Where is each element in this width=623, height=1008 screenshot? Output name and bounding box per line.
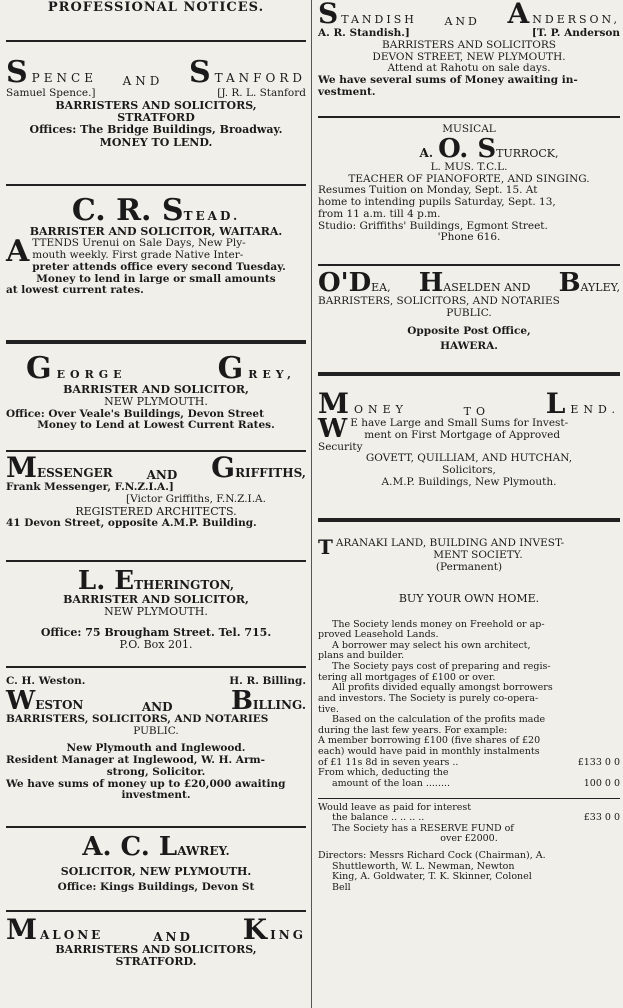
name: A. bbox=[419, 145, 434, 160]
text-line: 41 Devon Street, opposite A.M.P. Building. bbox=[6, 516, 257, 529]
notice-odea bbox=[318, 270, 620, 353]
text-line: Resident Manager at Inglewood, W. H. Arm- bbox=[6, 754, 265, 766]
text-line: GOVETT, QUILLIAM, AND HUTCHAN, bbox=[365, 452, 573, 465]
name: ESTON bbox=[35, 697, 84, 712]
text-line: STRATFORD bbox=[117, 111, 195, 125]
text-line: King, A. Goldwater, T. K. Skinner, Colonel bbox=[332, 871, 532, 883]
text-line: HAWERA. bbox=[440, 340, 498, 353]
text-line: Resumes Tuition on Monday, Sept. 15. At bbox=[318, 184, 538, 197]
text-line: The Society pays cost of preparing and regis- bbox=[332, 661, 551, 673]
initial: H bbox=[418, 268, 444, 298]
name: A. C. L bbox=[82, 832, 178, 862]
text-line: mouth weekly. First grade Native Inter- bbox=[32, 249, 244, 262]
name: AYLEY, bbox=[580, 281, 620, 294]
text-line: strong, Solicitor. bbox=[106, 765, 206, 778]
text-line: PUBLIC. bbox=[446, 306, 492, 319]
name: C. R. S bbox=[71, 193, 184, 228]
initial: B bbox=[558, 268, 581, 298]
text-line: Based on the calculation of the profits made bbox=[332, 714, 546, 726]
divider bbox=[6, 340, 306, 344]
divider bbox=[6, 826, 306, 828]
name: ILLING. bbox=[252, 697, 306, 712]
text-line: Office: Kings Buildings, Devon St bbox=[57, 881, 255, 894]
text-line: over £2000. bbox=[440, 833, 498, 845]
initial: S bbox=[188, 55, 215, 90]
text-line: NEW PLYMOUTH. bbox=[104, 605, 208, 619]
partner: [T. P. Anderson bbox=[531, 27, 620, 39]
name: PENCE bbox=[31, 71, 97, 85]
text-line: BARRISTERS, SOLICITORS, AND NOTARIES bbox=[318, 295, 560, 307]
text-line: P.O. Box 201. bbox=[119, 637, 193, 651]
text-line: 'Phone 616. bbox=[437, 231, 501, 244]
text-line: tering all mortgages of £100 or over. bbox=[318, 671, 496, 683]
text-line: BARRISTERS AND SOLICITORS, bbox=[55, 98, 257, 112]
text-line: from 11 a.m. till 4 p.m. bbox=[318, 207, 441, 220]
text-line: Opposite Post Office, bbox=[407, 324, 531, 337]
text-line: vestment. bbox=[318, 85, 376, 98]
text-line: DEVON STREET, NEW PLYMOUTH. bbox=[372, 50, 566, 63]
text-line: Money to lend in large or small amounts bbox=[36, 272, 276, 285]
initial: M bbox=[6, 913, 40, 946]
text-line: The Society has a RESERVE FUND of bbox=[332, 822, 514, 834]
section-header: PROFESSIONAL NOTICES. bbox=[47, 0, 265, 15]
text-line: L. MUS. T.C.L. bbox=[430, 160, 508, 173]
notice-stead bbox=[6, 193, 306, 297]
title: MENT SOCIETY. bbox=[433, 548, 523, 561]
conjunction: TO bbox=[463, 405, 490, 418]
text-line: All profits divided equally amongst borrowers bbox=[332, 682, 553, 694]
text-line: A borrower may select his own architect, bbox=[332, 639, 531, 651]
name: THERINGTON, bbox=[134, 578, 235, 592]
divider bbox=[6, 184, 306, 186]
text-line: PUBLIC. bbox=[133, 724, 179, 737]
text-line: tive. bbox=[318, 703, 339, 715]
partner: C. H. Weston. bbox=[6, 675, 86, 687]
text-line: REGISTERED ARCHITECTS. bbox=[75, 504, 237, 518]
notice-grey bbox=[6, 351, 306, 432]
name: ESSENGER bbox=[37, 466, 113, 480]
text-line: Office: 75 Brougham Street. Tel. 715. bbox=[40, 625, 272, 639]
divider bbox=[6, 910, 306, 912]
initial: S bbox=[318, 0, 342, 30]
text-line: at lowest current rates. bbox=[6, 284, 144, 297]
name: RIFFITHS, bbox=[235, 466, 306, 480]
name: ONEY bbox=[354, 403, 408, 416]
name: END. bbox=[570, 403, 620, 416]
text-line: BARRISTER AND SOLICITOR, bbox=[63, 383, 249, 396]
notice-taranaki bbox=[318, 535, 620, 894]
text-line: New Plymouth and Inglewood. bbox=[66, 742, 246, 755]
name: NDERSON, bbox=[532, 13, 620, 26]
name: EORGE bbox=[56, 368, 127, 381]
text-line: BARRISTERS AND SOLICITORS bbox=[382, 38, 556, 51]
initial: M bbox=[318, 387, 354, 420]
name: ASELDEN AND bbox=[443, 281, 531, 294]
name: ALONE bbox=[40, 928, 104, 942]
kicker: MUSICAL bbox=[442, 123, 496, 135]
amount: £33 0 0 bbox=[583, 812, 620, 824]
initial: A bbox=[507, 0, 533, 30]
right-column bbox=[318, 0, 620, 1008]
initial: K bbox=[242, 913, 271, 946]
initial: B bbox=[230, 685, 253, 716]
divider bbox=[318, 518, 620, 522]
text-line: STRATFORD. bbox=[115, 955, 197, 969]
divider bbox=[6, 40, 306, 42]
text-line: Shuttleworth, W. L. Newman, Newton bbox=[332, 860, 515, 872]
text-line: Money to Lend at Lowest Current Rates. bbox=[37, 419, 275, 432]
initial: S bbox=[6, 55, 32, 90]
divider bbox=[318, 264, 620, 266]
text-line: and investors. The Society is purely co-opera- bbox=[318, 692, 539, 704]
drop-cap: W bbox=[318, 414, 348, 444]
name: EA, bbox=[371, 281, 391, 294]
divider bbox=[318, 798, 620, 799]
text-line: Solicitors, bbox=[442, 464, 496, 476]
text-line: Security bbox=[318, 440, 363, 453]
text-line: A.M.P. Buildings, New Plymouth. bbox=[381, 475, 557, 488]
conjunction: AND bbox=[122, 74, 164, 88]
text-line: We have several sums of Money awaiting in- bbox=[318, 74, 578, 86]
name: TURROCK, bbox=[496, 146, 559, 160]
column-divider bbox=[311, 0, 312, 1008]
conjunction: AND bbox=[141, 699, 173, 714]
text-line: E have Large and Small Sums for Invest- bbox=[350, 417, 569, 429]
text-line: Office: Over Veale's Buildings, Devon Street bbox=[6, 407, 264, 420]
text-line: BARRISTERS, SOLICITORS, AND NOTARIES bbox=[6, 712, 269, 725]
name: ING bbox=[270, 928, 306, 942]
name: TANDISH bbox=[341, 13, 417, 26]
name: TEAD. bbox=[183, 209, 241, 223]
subtitle: (Permanent) bbox=[435, 560, 503, 573]
name: TANFORD bbox=[214, 71, 306, 85]
notice-lawrey bbox=[6, 834, 306, 894]
initial: L bbox=[545, 387, 571, 420]
notice-etherington bbox=[6, 568, 306, 651]
name: O. S bbox=[438, 133, 497, 164]
text-line: TEACHER OF PIANOFORTE, AND SINGING. bbox=[348, 172, 590, 185]
notice-weston bbox=[6, 676, 306, 802]
text-line: during the last few years. For example: bbox=[318, 724, 508, 736]
title: ARANAKI LAND, BUILDING AND INVEST- bbox=[335, 537, 565, 549]
partner: [Victor Griffiths, F.N.Z.I.A. bbox=[126, 492, 266, 505]
conjunction: AND bbox=[153, 930, 193, 944]
divider bbox=[6, 666, 306, 668]
text-line: each) would have paid in monthly instalments bbox=[318, 746, 540, 758]
text-line: The Society lends money on Freehold or ap- bbox=[332, 618, 545, 630]
amount: 100 0 0 bbox=[583, 777, 620, 789]
name: L. E bbox=[77, 566, 135, 596]
conjunction: AND bbox=[146, 468, 178, 482]
text-line: investment. bbox=[121, 789, 191, 802]
text-line: Offices: The Bridge Buildings, Broadway. bbox=[29, 123, 283, 137]
divider bbox=[6, 450, 306, 452]
subhead: BUY YOUR OWN HOME. bbox=[398, 592, 540, 606]
name: AWREY. bbox=[177, 844, 230, 858]
notice-sturrock bbox=[318, 124, 620, 244]
notice-messenger bbox=[6, 451, 306, 530]
partner: [J. R. L. Stanford bbox=[217, 87, 306, 99]
notice-standish bbox=[318, 0, 620, 99]
text-line: of £1 11s 8d in seven years .. bbox=[318, 756, 459, 768]
text-line: Attend at Rahotu on sale days. bbox=[387, 62, 551, 75]
divider bbox=[6, 560, 306, 562]
text-line: Studio: Griffiths' Buildings, Egmont Street. bbox=[318, 219, 548, 232]
text-line: NEW PLYMOUTH. bbox=[104, 395, 208, 409]
text-line: Bell bbox=[332, 881, 351, 893]
partner: Frank Messenger, F.N.Z.I.A.] bbox=[6, 481, 174, 493]
divider bbox=[318, 372, 620, 376]
text-line: A member borrowing £100 (five shares of £20 bbox=[318, 735, 541, 747]
text-line: amount of the loan ........ bbox=[332, 777, 451, 789]
initial: G bbox=[211, 451, 236, 484]
notice-spence-stanford bbox=[6, 55, 306, 149]
text-line: proved Leasehold Lands. bbox=[318, 629, 439, 641]
left-column bbox=[6, 0, 306, 1008]
notice-money bbox=[318, 387, 620, 489]
text-line: BARRISTERS AND SOLICITORS, bbox=[55, 943, 257, 956]
initial: M bbox=[6, 451, 37, 484]
amount: £133 0 0 bbox=[577, 756, 620, 768]
notice-malone bbox=[6, 913, 306, 969]
initial: G bbox=[26, 351, 57, 386]
text-line: plans and builder. bbox=[318, 650, 405, 662]
divider bbox=[318, 116, 620, 118]
name: REY, bbox=[248, 368, 296, 381]
text-line: Directors: Messrs Richard Cock (Chairman), A. bbox=[318, 850, 546, 862]
drop-cap: T bbox=[318, 535, 333, 559]
text-line: We have sums of money up to £20,000 awaiting bbox=[6, 777, 286, 790]
text-line: home to intending pupils Saturday, Sept. 13, bbox=[318, 196, 556, 208]
text-line: MONEY TO LEND. bbox=[99, 135, 213, 149]
initial: W bbox=[6, 685, 36, 716]
text-line: ment on First Mortgage of Approved bbox=[364, 428, 561, 441]
text-line: the balance .. .. .. .. bbox=[332, 812, 425, 824]
drop-cap: A bbox=[6, 234, 30, 270]
initial: G bbox=[217, 351, 249, 386]
partner: Samuel Spence.] bbox=[6, 87, 96, 99]
text-line: Would leave as paid for interest bbox=[318, 801, 472, 813]
partner: A. R. Standish.] bbox=[318, 27, 410, 39]
partner: H. R. Billing. bbox=[229, 675, 306, 687]
text-line: BARRISTER AND SOLICITOR, bbox=[63, 593, 249, 606]
initial: O'D bbox=[318, 268, 372, 298]
text-line: preter attends office every second Tuesday. bbox=[32, 260, 286, 273]
text-line: SOLICITOR, NEW PLYMOUTH. bbox=[60, 865, 252, 878]
text-line: TTENDS Urenui on Sale Days, New Ply- bbox=[32, 237, 246, 250]
text-line: From which, deducting the bbox=[318, 767, 449, 779]
conjunction: AND bbox=[444, 15, 480, 28]
text-line: BARRISTER AND SOLICITOR, WAITARA. bbox=[29, 225, 283, 238]
